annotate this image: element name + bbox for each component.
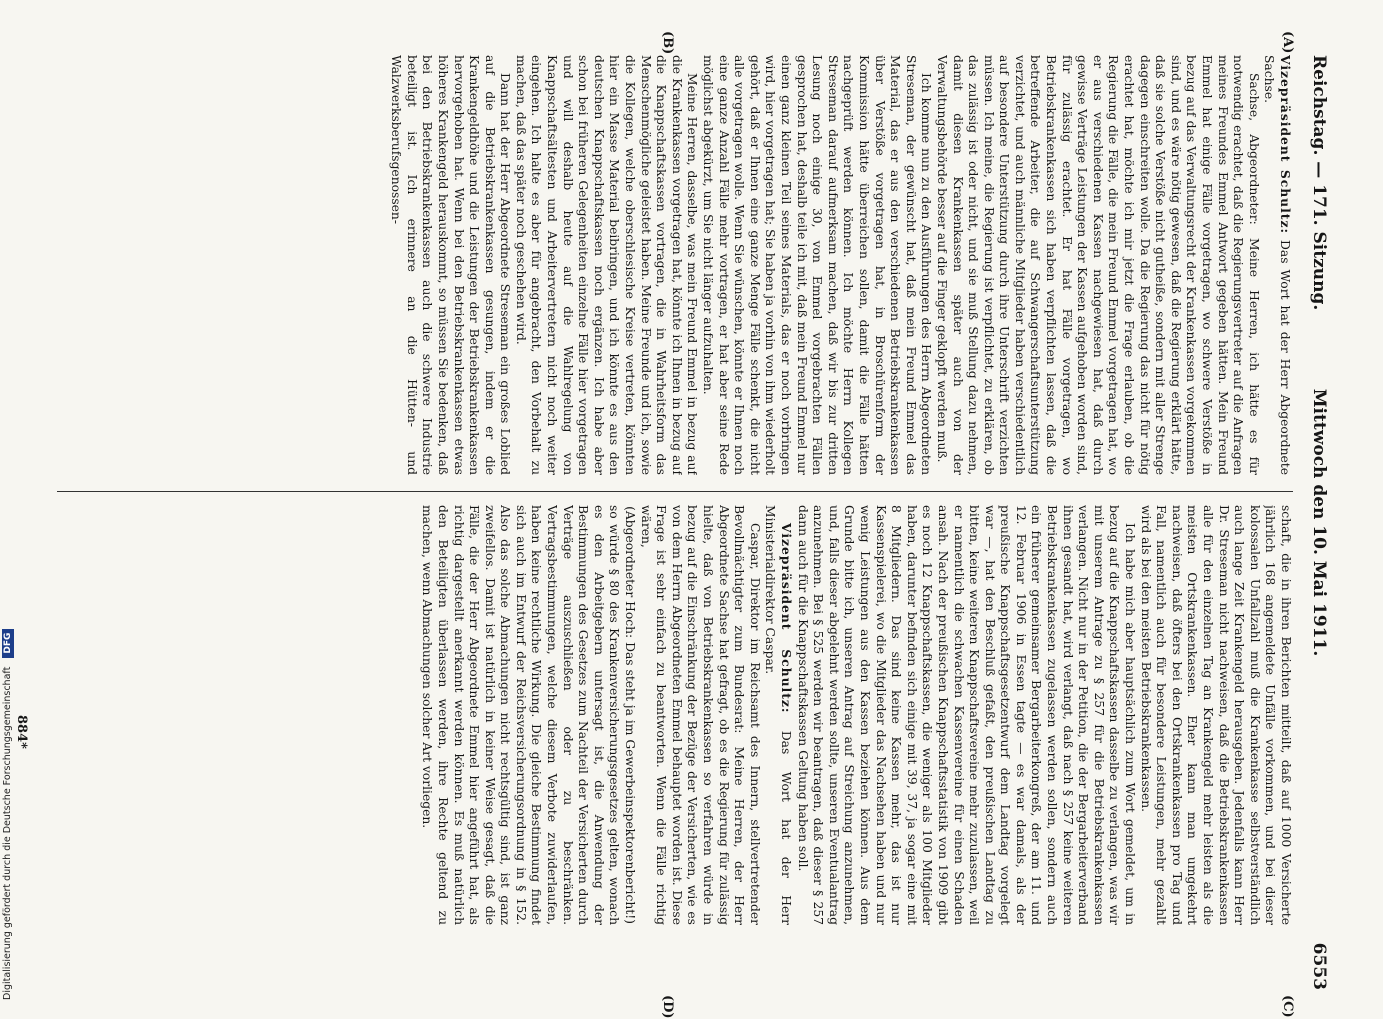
- header-center: Mittwoch den 10. Mai 1911.: [1309, 388, 1329, 657]
- margin-label-c: (C): [1280, 995, 1295, 1018]
- speaker-name: Vizepräsident Schultz:: [1278, 55, 1293, 234]
- paragraph: Dann hat der Herr Abgeordnete Streseman ein großes Loblied auf die Betriebskrankenkassen gesungen, indem er die Krankengeldhöhe und die Leistungen der Betriebskrankenkassen hervorgehoben hat. Wenn bei den Betriebskrankenkassen etwas höheres Krankengeld herauskommt, so müssen Sie bedenken, daß bei den Betriebskrankenkassen auch die schwere Industrie beteiligt ist. Ich erinnere an die Hütten- und Walzwerksberufsgenossen-: [389, 55, 513, 475]
- margin-label-a: (A): [1280, 31, 1295, 54]
- paragraph: schaft, die in ihren Berichten mitteilt, daß auf 1000 Versicherte jährlich 168 angemeldete Unfälle vorkommen, und bei dieser kolossalen Unfallzahl muß die Krankenkasse selbstverständlich auch lange Zeit Krankengeld herausgeben. Jedenfalls kann Herr Dr. Streseman nicht nachweisen, daß die Betriebskrankenkassen alle für den einzelnen Tag an Krankengeld mehr leisten als die meisten Ortskrankenkassen. Eher kann man umgekehrt nachweisen, daß öfters bei den Ortskrankenkassen pro Tag und Fall, namentlich auch für besondere Leistungen, mehr gezahlt wird als bei den meisten Betriebskrankenkassen.: [1138, 505, 1293, 925]
- page-header: [1299, 55, 1335, 990]
- paragraph: Sachse, Abgeordneter: Meine Herren, ich hätte es für notwendig erachtet, daß die Regierungsvertreter auf die Anfragen meines Freundes Emmel Antwort gegeben hätten. Mein Freund Emmel hat einige Fälle vorgetragen, wo schwere Verstöße in bezug auf das Verwaltungsrecht der Krankenkassen vorgekommen sind, und es wäre nötig gewesen, daß die Regierung erklärt hätte, daß sie solche Verstöße nicht gutheiße, sondern mit aller Strenge dagegen einschreiten wolle. Da die Regierung das nicht für nötig erachtet hat, möchte ich mir jetzt die Frage erlauben, ob die Regierung die Fälle, die mein Freund Emmel vorgetragen hat, wo er aus verschiedenen Kassen nachgewiesen hat, daß durch gewisse Verträge Leistungen der Kassen aufgehoben worden sind, für zulässig erachtet. Er hat Fälle vorgetragen, wo Betriebskrankenkassen sich haben verpflichten lassen, daß die betreffende Arbeiter, die auf Schwangerschaftsunterstützung verzichtet, und auch männliche Mitglieder haben verschiedentlich auf besondere Unterstützung durch ihre Unterschrift verzichten müssen. Ich meine, die Regierung ist verpflichtet, zu erklären, ob das zulässig ist oder nicht, und sie muß Stellung dazu nehmen, damit diesen Krankenkassen später auch von der Verwaltungsbehörde besser auf die Finger geklopft werden muß.: [934, 55, 1261, 475]
- signature-number: 884*: [14, 715, 29, 749]
- speaker-text: Das Wort hat der Herr Abgeordnete Sachse.: [1262, 55, 1292, 475]
- margin-label-d: (D): [660, 995, 675, 1019]
- paragraph: Ich habe mich aber hauptsächlich zum Wort gemeldet, um in bezug auf die Knappschaftskassen dasselbe zu verlangen, was wir mit unserem Antrage zu § 257 für die Betriebskrankenkassen verlangen. Nicht nur in der Petition, die der Bergarbeiterverband ihnen gesandt hat, wird verlangt, daß nach § 257 keine weiteren Betriebskrankenkassen zugelassen werden sollen, sondern auch ein früherer gemeinsamer Bergarbeiterkongreß, der am 11. und 12. Februar 1906 in Essen tagte — es war damals, als der preußische Knappschaftsgesetzentwurf dem Landtag vorgelegt war —, hat den Beschluß gefaßt, den preußischen Landtag zu bitten, keine weiteren Knappschaftsvereine mehr zuzulassen, weil er namentlich die schwachen Kassenvereine für einen Schaden ansah. Nach der preußischen Knappschaftsstatistik von 1909 gibt es noch 12 Knappschaftskassen, die weniger als 100 Mitglieder haben, darunter befinden sich einige mit 39, 37, ja sogar eine mit 8 Mitgliedern. Das sind keine Kassen mehr, das ist nur Kassenspielerei, wo die Mitglieder das Nachsehen haben und nur wenig Leistungen aus den Kassen beziehen können. Aus dem Grunde bitte ich, unseren Antrag auf Streichung anzunehmen, und, falls dieser abgelehnt werden sollte, unseren Eventualantrag anzunehmen. Bei § 525 werden wir beantragen, daß dieser § 257 dann auch für die Knappschaftskassen Geltung haben soll.: [795, 505, 1138, 925]
- paragraph: so würde § 80 des Krankenversicherungsgesetzes gelten, wonach es den Arbeitgebern untersagt ist, die Anwendung der Bestimmungen des Gesetzes zum Nachteil der Versicherten durch Verträge auszuschließen oder zu beschränken. Vertragsbestimmungen, welche diesem Verbote zuwiderlaufen, haben keine rechtliche Wirkung. Die gleiche Bestimmung findet sich auch im Entwurf der Reichsversicherungsordnung in § 152. Also das solche Abmachungen nicht rechtsgültig sind, ist ganz zweifellos. Damit ist natürlich in keiner Weise gesagt, daß die Fälle, die der Herr Abgeordnete Emmel hier angeführt hat, als richtig dargestellt anerkannt werden können. Es muß natürlich den Beteiligten überlassen werden, ihre Rechte geltend zu machen, wenn Abmachungen solcher Art vorliegen.: [420, 505, 622, 925]
- header-left: Reichstag. — 171. Sitzung.: [1309, 55, 1329, 311]
- margin-label-b: (B): [660, 31, 675, 55]
- right-column: [57, 505, 1293, 925]
- column-divider: [57, 491, 1293, 492]
- paragraph: Ich komme nun zu den Ausführungen des Herrn Abgeordneten Streseman, der gewünscht hat, daß mein Freund Emmel das Material, das er aus den verschiedenen Betriebskrankenkassen über Verstöße vorgetragen hat, in Broschürenform der Kommission hätte überreichen sollen, damit die Fälle hätten nachgeprüft werden können. Ich möchte Herrn Kollegen Streseman darauf aufmerksam machen, daß wir bis zur dritten Lesung noch einige 30, von Emmel vorgebrachten Fällen gesprochen hat, deshalb teile ich mit, daß mein Freund Emmel nur einen ganz kleinen Teil seines Materials, das er noch vorbringen wird, hier vorgetragen hat; Sie haben ja vorhin von ihm wiederholt gehört, daß er Ihnen eine ganze Menge Fälle schenkt, die nicht alle vorgetragen wolle. Wenn Sie wünschen, könnte er Ihnen noch eine ganze Anzahl Fälle mehr vortragen, er hat aber seine Rede möglichst abgekürzt, um Sie nicht länger aufzuhalten.: [701, 55, 934, 475]
- speaker-line: [762, 505, 794, 925]
- paragraph: Meine Herren, dasselbe, was mein Freund Emmel in bezug auf die Krankenkassen vorgetragen hat, könnte ich Ihnen in bezug auf die Knappschaftskassen vortragen, die in Wahrheitsform das Menschenmögliche geleistet haben. Meine Freunde und ich, sowie die Kollegen, welche oberschlesische Kreise vertreten, könnten hier ein Masse Material beibringen, und ich könnte es aus den deutschen Knappschaftskassen noch ergänzen. Ich habe aber schon bei früheren Gelegenheiten einzelne Fälle hier vorgetragen und will deshalb heute auf die Wahlregelung von Knappschaftsältesten und Arbeitervertretern nicht noch weiter eingehen. Ich halte es aber für angebracht, den Vorbehalt zu machen, daß das später noch geschehen wird.: [513, 55, 700, 475]
- digitization-credit: [2, 629, 14, 1000]
- speaker-name: Vizepräsident Schultz:: [779, 523, 794, 714]
- interjection: (Abgeordneter Hoch: Das steht ja im Gewerbeinspektorenbericht!): [623, 506, 638, 924]
- header-page-number: 6553: [1309, 942, 1329, 990]
- left-column: [57, 55, 1293, 475]
- dfg-logo: DFG: [2, 629, 14, 658]
- credit-text: Digitalisierung gefördert durch die Deutsche Forschungsgemeinschaft: [2, 666, 13, 1000]
- opening-line: [1261, 55, 1293, 475]
- paragraph: Caspar, Direktor im Reichsamt des Innern, stellvertretender Bevollmächtigter zum Bundesrat: Meine Herren, der Herr Abgeordnete Sachse hat gefragt, ob es die Regierung für zulässig hielte, daß von Betriebskrankenkassen so verfahren würde in bezug auf die Einschränkung der Bezüge der Versicherten, wie es von dem Herrn Abgeordneten Emmel behauptet worden ist. Diese Frage ist sehr einfach zu beantworten. Wenn die Fälle richtig wären,: [638, 505, 762, 925]
- speaker-text: Das Wort hat der Herr Ministerialdirektor Caspar.: [763, 505, 793, 925]
- rotated-page-content: [0, 31, 1335, 1019]
